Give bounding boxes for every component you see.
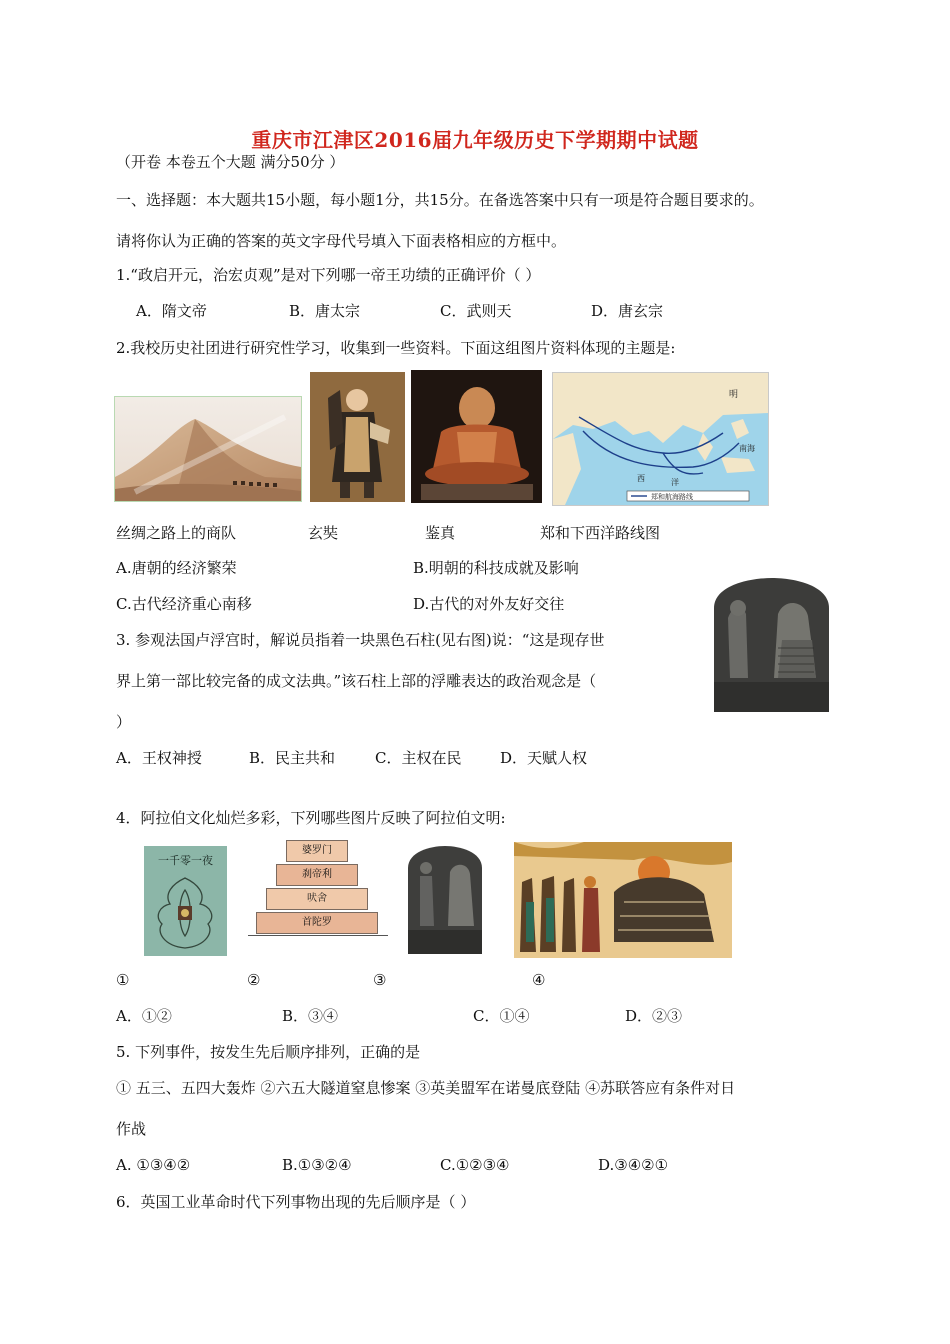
question-6-stem: 6．英国工业革命时代下列事物出现的先后顺序是（ ） [116, 1193, 476, 1211]
pyramid-level-2: 刹帝利 [276, 864, 358, 886]
q4-option-c: C．①④ [473, 1007, 530, 1025]
q4-option-d: D．②③ [625, 1007, 683, 1025]
q3-option-b: B．民主共和 [249, 749, 336, 767]
arab-miniature-image [514, 842, 732, 958]
q4-marker-3: ③ [373, 971, 387, 989]
section-intro-2: 请将你认为正确的答案的英文字母代号填入下面表格相应的方框中。 [116, 232, 567, 250]
map-label-south-sea: 南海 [739, 444, 755, 453]
q5-option-b: B.①③②④ [282, 1156, 352, 1174]
question-5-stem: 5. 下列事件，按发生先后顺序排列，正确的是 [116, 1043, 421, 1061]
q5-option-d: D.③④②① [598, 1156, 669, 1174]
question-2-stem: 2.我校历史社团进行研究性学习，收集到一些资料。下面这组图片资料体现的主题是: [116, 339, 676, 357]
map-label-west: 西 [637, 474, 645, 483]
q3-option-d: D．天赋人权 [500, 749, 588, 767]
q4-marker-1: ① [116, 971, 130, 989]
q2-option-c: C.古代经济重心南移 [116, 595, 252, 613]
map-legend: 郑和航海路线 [651, 493, 693, 501]
q4-marker-4: ④ [532, 971, 546, 989]
section-intro-1: 一、选择题：本大题共15小题，每小题1分，共15分。在备选答案中只有一项是符合题目要求的。 [116, 191, 764, 209]
q4-option-a: A．①② [116, 1007, 172, 1025]
thousand-nights-book-image [144, 846, 227, 956]
stele-small-image [406, 846, 484, 954]
pyramid-base-line [248, 935, 388, 936]
caption-jianzhen: 鉴真 [425, 524, 456, 542]
silk-road-caravan-image [114, 396, 302, 502]
question-4-stem: 4．阿拉伯文化灿烂多彩，下列哪些图片反映了阿拉伯文明: [116, 809, 506, 827]
q2-option-a: A.唐朝的经济繁荣 [116, 559, 237, 577]
q4-option-b: B．③④ [282, 1007, 339, 1025]
book-title: 一千零一夜 [158, 854, 213, 867]
q1-option-b: B．唐太宗 [289, 302, 361, 320]
question-5-events-line-1: ① 五三、五四大轰炸 ②六五大隧道窒息惨案 ③英美盟军在诺曼底登陆 ④苏联答应有条件对日 [116, 1079, 736, 1097]
q1-option-d: D．唐玄宗 [591, 302, 664, 320]
q2-option-d: D.古代的对外友好交往 [413, 595, 565, 613]
pyramid-level-1: 婆罗门 [286, 840, 348, 862]
pyramid-level-4: 首陀罗 [256, 912, 378, 934]
q4-marker-2: ② [247, 971, 261, 989]
hammurabi-stele-image [708, 578, 835, 712]
q2-option-b: B.明朝的科技成就及影响 [413, 559, 579, 577]
jianzhen-image [411, 370, 542, 503]
page-title: 重庆市江津区2016届九年级历史下学期期中试题 [251, 128, 699, 152]
caption-zheng-he: 郑和下西洋路线图 [540, 524, 661, 542]
caption-xuanzang: 玄奘 [308, 524, 339, 542]
q5-option-c: C.①②③④ [440, 1156, 510, 1174]
xuanzang-image [310, 372, 405, 502]
q1-option-a: A．隋文帝 [136, 302, 207, 320]
q3-option-a: A．王权神授 [116, 749, 202, 767]
question-1-stem: 1.“政启开元，治宏贞观”是对下列哪一帝王功绩的正确评价（ ） [116, 266, 541, 284]
caste-pyramid-image [248, 836, 388, 938]
question-5-events-line-2: 作战 [116, 1120, 147, 1138]
q5-option-a: A. ①③④② [116, 1156, 191, 1174]
map-label-ming: 明 [729, 390, 739, 400]
zheng-he-route-map [552, 372, 769, 506]
caption-caravan: 丝绸之路上的商队 [116, 524, 237, 542]
question-3-line-2: 界上第一部比较完备的成文法典。”该石柱上部的浮雕表达的政治观念是（ [116, 672, 597, 690]
map-label-ocean: 洋 [671, 478, 679, 487]
q1-option-c: C．武则天 [440, 302, 512, 320]
exam-subtitle: （开卷 本卷五个大题 满分50分 ） [116, 153, 345, 171]
question-3-line-1: 3. 参观法国卢浮宫时，解说员指着一块黑色石柱(见右图)说：“这是现存世 [116, 631, 605, 649]
pyramid-level-3: 吠舍 [266, 888, 368, 910]
q3-option-c: C．主权在民 [375, 749, 462, 767]
question-3-line-3: ） [116, 713, 132, 731]
